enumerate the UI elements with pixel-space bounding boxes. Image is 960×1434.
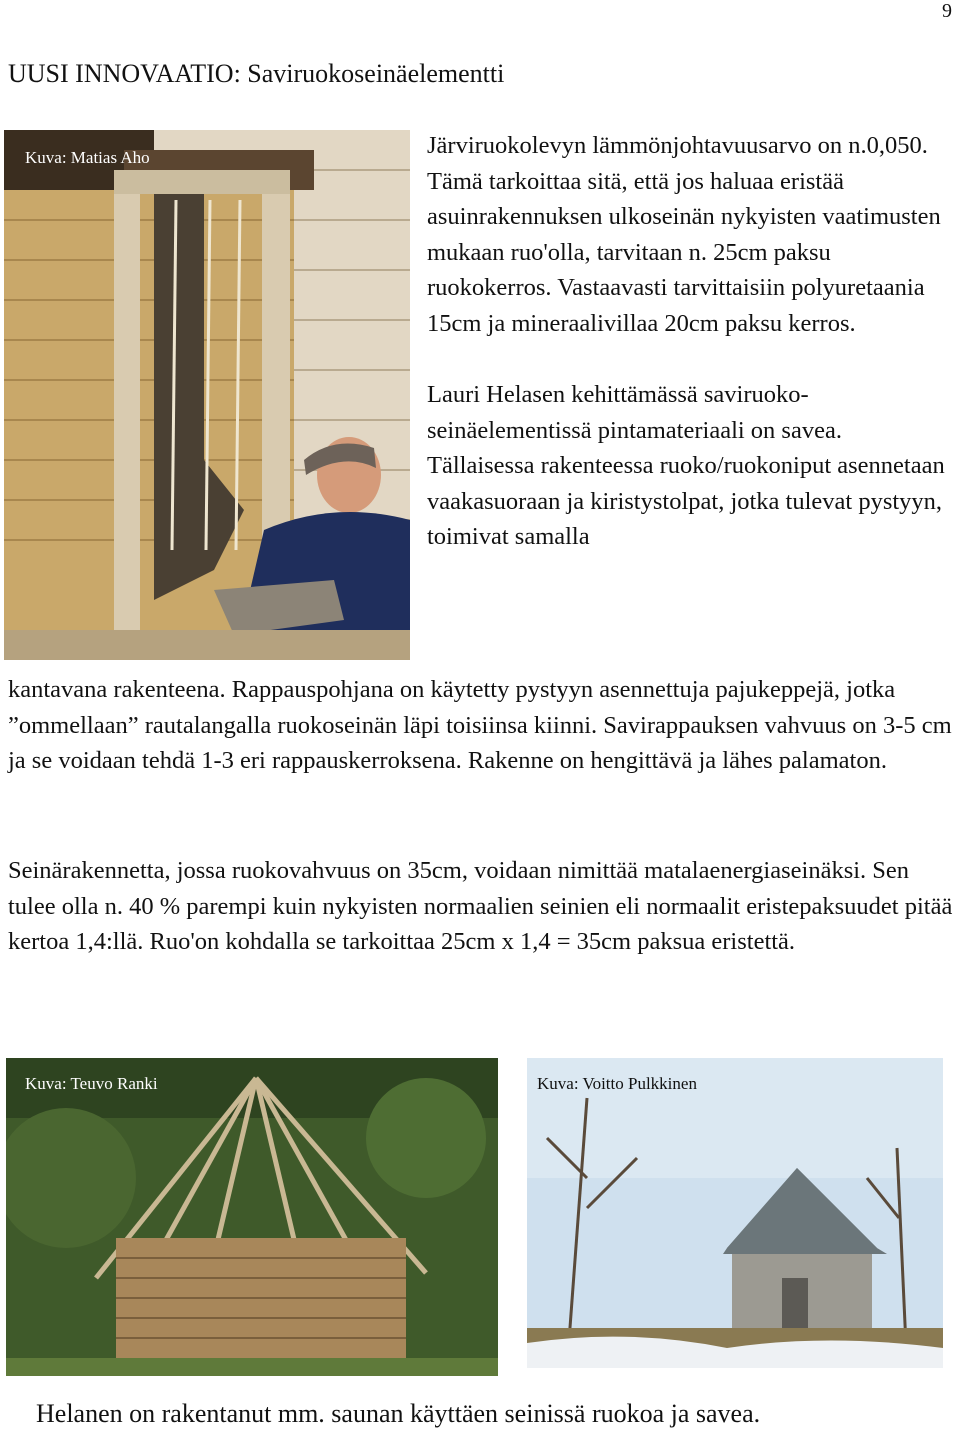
finished-sauna-photo — [527, 1058, 943, 1368]
photo-credit-matias-aho: Kuva: Matias Aho — [25, 148, 150, 167]
full-width-text — [8, 672, 956, 779]
paragraph-structure-rest: kantavana rakenteena. Rappauspohjana on käytetty pystyyn asennettuja pajukeppejä, jotka ”ommellaan” rautalangalla ruokoseinän läpi toisiinsa kiinni. Savirappauksen vahvuus on 3-5 cm ja se voidaan tehdä 1-3 eri rappauskerroksena. Rakenne on hengittävä ja lähes palamaton. — [8, 676, 952, 774]
page-number: 9 — [942, 0, 952, 22]
paragraph-structure-start: Tällaisessa rakenteessa ruoko/ruokoniput asennetaan vaakasuoraan ja kiristystolpat, jotka tulevat pystyyn, toimivat samalla — [427, 452, 945, 550]
page-title: UUSI INNOVAATIO: Saviruokoseinäelementti — [8, 59, 505, 88]
reed-clay-wall-photo — [4, 130, 410, 660]
side-text-column — [427, 128, 957, 555]
photo-credit-voitto-pulkkinen: Kuva: Voitto Pulkkinen — [537, 1074, 697, 1093]
paragraph-low-energy-wall: Seinärakennetta, jossa ruokovahvuus on 35cm, voidaan nimittää matalaenergiaseinäksi. Sen tulee olla n. 40 % parempi kuin nykyisten normaalien seinien eli normaalit eristepaksuudet pitää kertoa 1,4:llä. Ruo'on kohdalla se tarkoittaa 25cm x 1,4 = 35cm paksua eristettä. — [8, 857, 953, 955]
sauna-construction-image — [6, 1058, 498, 1376]
reed-clay-wall-image — [4, 130, 410, 660]
sauna-construction-photo — [6, 1058, 498, 1376]
paragraph-clay-surface: Lauri Helasen kehittämässä saviruoko-seinäelementissä pintamateriaali on savea. — [427, 381, 842, 444]
paragraph-thermal-conductivity: Järviruokolevyn lämmönjohtavuusarvo on n.0,050. Tämä tarkoittaa sitä, että jos haluaa eristää asuinrakennuksen ulkoseinän nykyisten vaatimusten mukaan ruo'olla, tarvitaan n. 25cm paksu ruokokerros. Vastaavasti tarvittaisiin polyuretaania 15cm ja mineraalivillaa 20cm paksu kerros. — [427, 132, 941, 337]
bottom-caption: Helanen on rakentanut mm. saunan käyttäen seinissä ruokoa ja savea. — [36, 1399, 761, 1428]
photo-credit-teuvo-ranki: Kuva: Teuvo Ranki — [25, 1074, 158, 1093]
finished-sauna-image — [527, 1058, 943, 1368]
